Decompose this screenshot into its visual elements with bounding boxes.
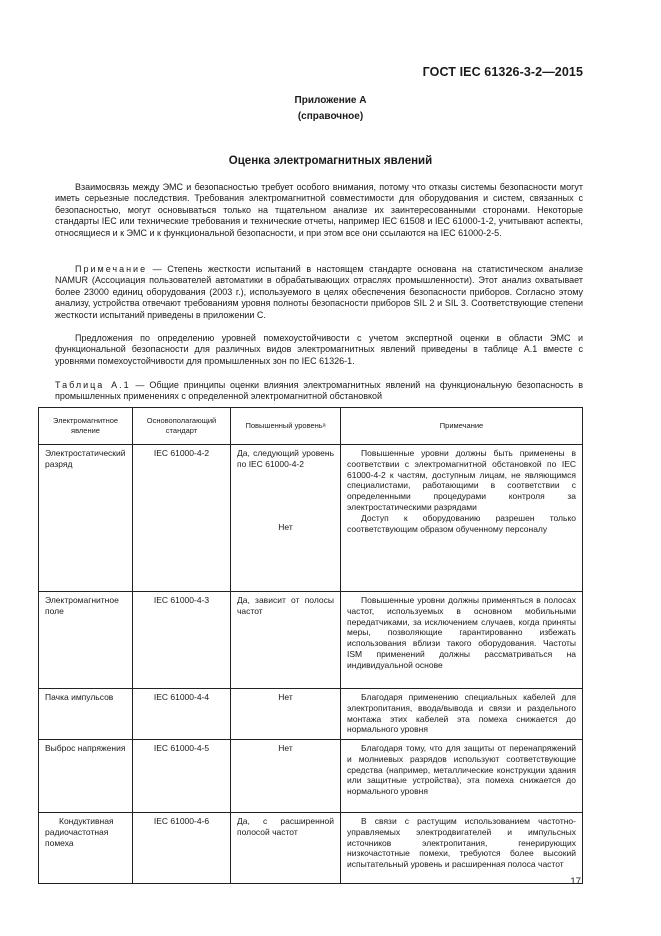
header-phenomenon: Электромагнитное явление	[39, 408, 133, 445]
table-row	[39, 445, 583, 592]
cell-standard: IEC 61000-4-3	[133, 592, 231, 689]
cell-level: Нет	[231, 689, 341, 740]
table-caption-text: — Общие принципы оценки влияния электромагнитных явлений на функциональную безопасность в промышленных применениях с определенной электромагнитной обстановкой	[55, 380, 583, 402]
table-row	[39, 740, 583, 813]
cell-level: Да, зависит от полосы частот	[231, 592, 341, 689]
cell-level-text: Да, следующий уровень по IEC 61000-4-2	[237, 448, 334, 469]
cell-level	[231, 445, 341, 592]
cell-level-text-2: Нет	[278, 521, 293, 532]
cell-note	[341, 445, 583, 592]
cell-note	[341, 740, 583, 813]
standard-code: ГОСТ IEC 61326-3-2—2015	[422, 65, 583, 79]
intro-paragraph: Взаимосвязь между ЭМС и безопасностью требует особого внимания, потому что отказы системы безопасности могут иметь серьезные последствия. Требования электромагнитной совместимости для оборудования и систем, связанных с безопасностью, могут основываться только на тщательном анализе их заинтересованными сторонами. Некоторые стандарты IEC или технические требования и технические отчеты, например IEC 61508 и IEC 61000-1-2, учитывают аспекты, относящиеся и к ЭМС и к функциональной безопасности, и при этом все они ссылаются на IEC 61000-2-5.	[55, 182, 583, 238]
phenomena-table	[38, 407, 583, 884]
note-text: — Степень жесткости испытаний в настоящем стандарте основана на статистическом анализе NAMUR (Ассоциация пользователей автоматики в обрабатывающих отраслях промышленности). Этот анализ охватывает более 23000 единиц оборудования (2003 г.), используемого в целях обеспечения безопасности приборов. Согласно этому анализу, устройства отвечают требованиям уровня полноты безопасности приборов SIL 2 и SIL 3. Соответствующие степени жесткости испытаний приведены в приложении С.	[55, 264, 583, 320]
cell-standard: IEC 61000-4-6	[133, 813, 231, 884]
table-caption-label: Таблица А.1	[55, 380, 131, 390]
cell-phenomenon: Кондуктивная радиочастотная помеха	[39, 813, 133, 884]
cell-phenomenon: Электромагнитное поле	[39, 592, 133, 689]
cell-phenomenon: Выброс напряжения	[39, 740, 133, 813]
proposal-paragraph: Предложения по определению уровней помехоустойчивости с учетом экспертной оценки в области ЭМС и функциональной безопасности для различных видов электромагнитных явлений приведены в таблице А.1 вместе с уровнями помехоустойчивости для промышленных зон по IEC 61326-1.	[55, 333, 583, 366]
cell-standard: IEC 61000-4-4	[133, 689, 231, 740]
header-level: Повышенный уровеньᵃ	[231, 408, 341, 445]
appendix-heading	[0, 93, 661, 125]
appendix-title: Приложение А	[294, 95, 367, 106]
appendix-subtitle: (справочное)	[297, 111, 364, 122]
cell-phenomenon: Электростатический разряд	[39, 445, 133, 592]
cell-standard: IEC 61000-4-2	[133, 445, 231, 592]
table-caption	[55, 380, 583, 403]
cell-note-text-2: Доступ к оборудованию разрешен только соответствующим образом обученному персоналу	[347, 512, 576, 534]
cell-note-text: Благодаря применению специальных кабелей для электропитания, ввода/вывода и связи и раздельного монтажа этих кабелей эта помеха снижается до нормального уровня	[347, 692, 576, 735]
header-note: Примечание	[341, 408, 583, 445]
page-number: 17	[570, 876, 581, 887]
cell-note	[341, 592, 583, 689]
cell-note	[341, 689, 583, 740]
cell-phenomenon: Пачка импульсов	[39, 689, 133, 740]
cell-level: Да, с расширенной полосой частот	[231, 813, 341, 884]
cell-note	[341, 813, 583, 884]
note-label: Примечание	[75, 264, 148, 274]
cell-standard: IEC 61000-4-5	[133, 740, 231, 813]
table-row	[39, 813, 583, 884]
cell-note-text: В связи с растущим использованием частотно-управляемых электродвигателей и импульсных источников электропитания, генерирующих низкочастотные помехи, требуются более высокий испытательный уровень и расширенная полоса частот	[347, 816, 576, 870]
cell-level: Нет	[231, 740, 341, 813]
table-row	[39, 592, 583, 689]
page-title: Оценка электромагнитных явлений	[228, 155, 433, 167]
cell-note-text: Повышенные уровни должны быть применены в соответствии с электромагнитной обстановкой по IEC 61000-4-2 к частям, доступным лицам, не являющимся специалистами, работающими в соответствии с определенными процедурами контроля за электростатическими разрядами	[347, 448, 576, 512]
cell-note-text: Повышенные уровни должны применяться в полосах частот, используемых в основном мобильными передатчиками, за исключением случаев, когда приняты меры, позволяющие гарантированно избежать использования вблизи такого оборудования. Частоты ISM применений должны рассматриваться на индивидуальной основе	[347, 595, 576, 670]
header-standard: Основополагающий стандарт	[133, 408, 231, 445]
note-paragraph	[55, 264, 583, 321]
table-row	[39, 689, 583, 740]
table-header-row	[39, 408, 583, 445]
cell-note-text: Благодаря тому, что для защиты от перенапряжений и молниевых разрядов используют соответствующие средства (например, металлические конструкции здания или защитные устройства), эта помеха снижается до нормального уровня	[347, 743, 576, 797]
